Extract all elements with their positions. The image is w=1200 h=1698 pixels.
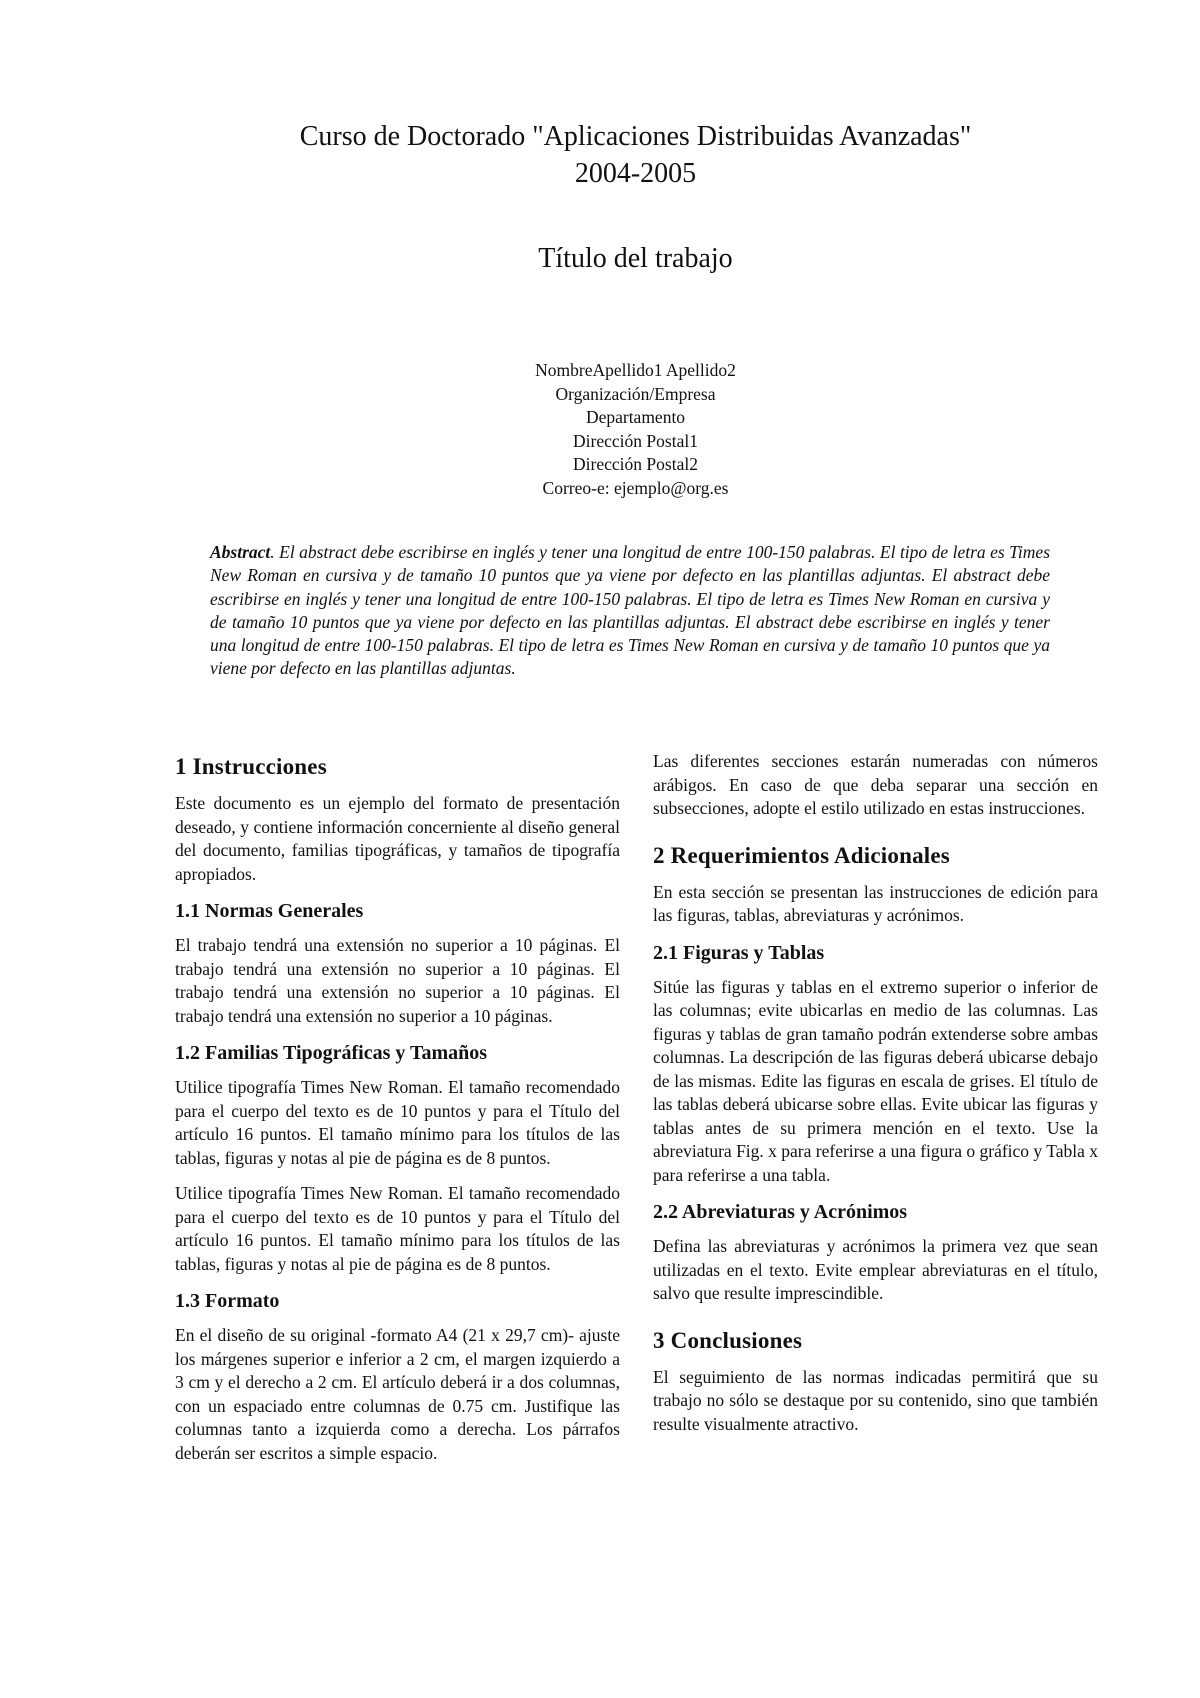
- section-heading: 3 Conclusiones: [653, 1327, 803, 1353]
- section-heading: 2 Requerimientos Adicionales: [653, 842, 950, 868]
- work-title: Título del trabajo: [538, 243, 733, 274]
- abstract: [210, 541, 1050, 681]
- author-address-2: Dirección Postal2: [573, 454, 698, 474]
- subsection-heading: 1.2 Familias Tipográficas y Tamaños: [175, 1042, 488, 1064]
- abstract-text: . El abstract debe escribirse en inglés y tener una longitud de entre 100-150 palabras. El tipo de letra es Times New Roman en cursiva y de tamaño 10 puntos que ya viene por defecto en las plantillas adjuntas. El abstract debe escribirse en inglés y tener una longitud de entre 100-150 palabras. El tipo de letra es Times New Roman en cursiva y de tamaño 10 puntos que ya viene por defecto en las plantillas adjuntas. El abstract debe escribirse en inglés y tener una longitud de entre 100-150 palabras. El tipo de letra es Times New Roman en cursiva y de tamaño 10 puntos que ya viene por defecto en las plantillas adjuntas.: [210, 542, 1050, 679]
- paragraph: En esta sección se presentan las instrucciones de edición para las figuras, tablas, abreviaturas y acrónimos.: [653, 881, 1098, 925]
- left-column: [175, 752, 620, 1477]
- paragraph: Utilice tipografía Times New Roman. El tamaño recomendado para el cuerpo del texto es de 10 puntos y para el Título del artículo 16 puntos. El tamaño mínimo para los títulos de las tablas, figuras y notas al pie de página es de 8 puntos.: [175, 1183, 620, 1274]
- paragraph: Utilice tipografía Times New Roman. El tamaño recomendado para el cuerpo del texto es de 10 puntos y para el Título del artículo 16 puntos. El tamaño mínimo para los títulos de las tablas, figuras y notas al pie de página es de 8 puntos.: [175, 1077, 620, 1168]
- abstract-label: Abstract: [210, 542, 271, 562]
- author-department: Departamento: [585, 407, 686, 427]
- subsection-heading: 1.1 Normas Generales: [175, 900, 364, 922]
- paragraph: Este documento es un ejemplo del formato de presentación deseado, y contiene información concerniente al diseño general del documento, familias tipográficas, y tamaños de tipografía apropiados.: [175, 793, 620, 884]
- paragraph: Las diferentes secciones estarán numeradas con números arábigos. En caso de que deba separar una sección en subsecciones, adopte el estilo utilizado en estas instrucciones.: [653, 751, 1098, 818]
- author-block: [175, 359, 1096, 500]
- author-address-1: Dirección Postal1: [573, 430, 698, 451]
- author-organization: Organización/Empresa: [555, 383, 716, 404]
- paragraph: El trabajo tendrá una extensión no superior a 10 páginas. El trabajo tendrá una extensión no superior a 10 páginas. El trabajo tendrá una extensión no superior a 10 páginas. El trabajo tendrá una extensión no superior a 10 páginas.: [175, 935, 620, 1026]
- course-years: 2004-2005: [574, 158, 697, 189]
- paragraph: El seguimiento de las normas indicadas permitirá que su trabajo no sólo se destaque por su contenido, sino que también resulte visualmente atractivo.: [653, 1366, 1098, 1434]
- author-email: Correo-e: ejemplo@org.es: [542, 477, 729, 498]
- right-column: [653, 750, 1098, 1448]
- paragraph: En el diseño de su original -formato A4 (21 x 29,7 cm)- ajuste los márgenes superior e inferior a 2 cm, el margen izquierdo a 3 cm y el derecho a 2 cm. El artículo deberá ir a dos columnas, con un espaciado entre columnas de 0.75 cm. Justifique las columnas tanto a izquierda como a derecha. Los párrafos deberán ser escritos a simple espacio.: [175, 1325, 620, 1463]
- subsection-heading: 1.3 Formato: [175, 1290, 280, 1312]
- section-heading: 1 Instrucciones: [175, 754, 327, 779]
- subsection-heading: 2.2 Abreviaturas y Acrónimos: [653, 1201, 908, 1223]
- author-name: NombreApellido1 Apellido2: [535, 360, 736, 380]
- paragraph: Defina las abreviaturas y acrónimos la primera vez que sean utilizadas en el texto. Evite emplear abreviaturas en el título, salvo que resulte imprescindible.: [653, 1236, 1098, 1303]
- course-title: [175, 118, 1096, 192]
- paragraph: Sitúe las figuras y tablas en el extremo superior o inferior de las columnas; evite ubicarlas en medio de las columnas. Las figuras y tablas de gran tamaño podrán extenderse sobre ambas columnas. La descripción de las figuras deberá ubicarse debajo de las mismas. Edite las figuras en escala de grises. El título de las tablas deberá ubicarse sobre ellas. Evite ubicar las figuras y tablas antes de su primera mención en el texto. Use la abreviatura Fig. x para referirse a una figura o gráfico y Tabla x para referirse a una tabla.: [653, 976, 1098, 1185]
- subsection-heading: 2.1 Figuras y Tablas: [653, 941, 825, 964]
- course-name: Curso de Doctorado "Aplicaciones Distribuidas Avanzadas": [299, 121, 972, 152]
